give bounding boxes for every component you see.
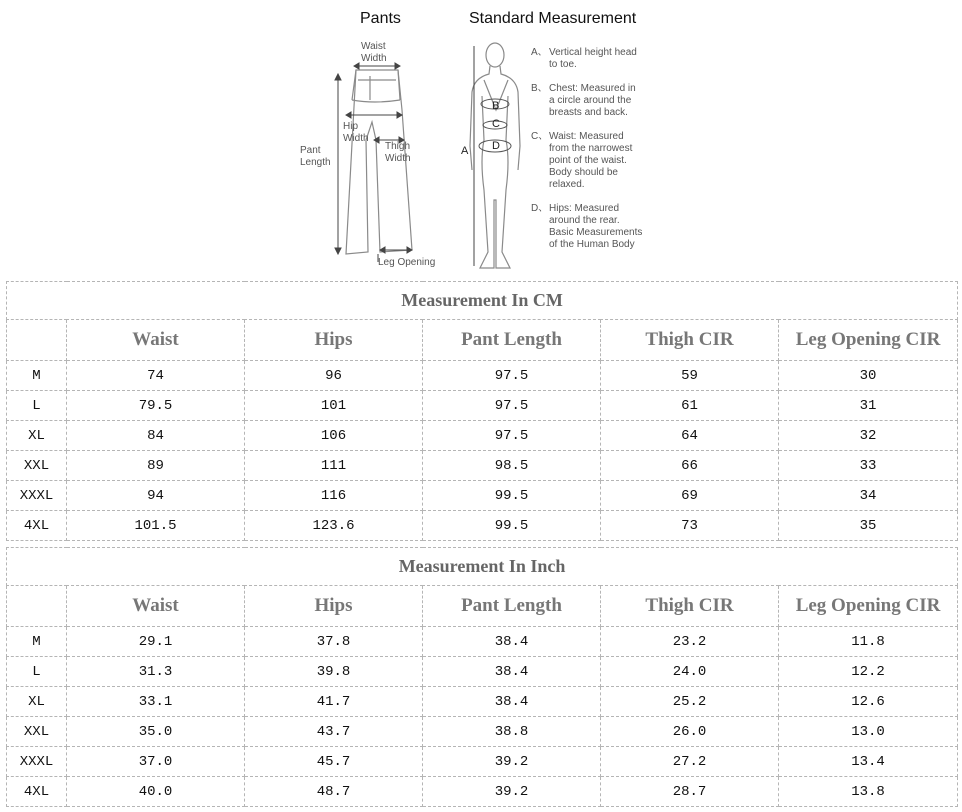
waist-cell: 79.5 xyxy=(67,391,245,421)
pant-length-cell: 39.2 xyxy=(423,747,601,777)
hips-cell: 101 xyxy=(245,391,423,421)
waist-cell: 94 xyxy=(67,481,245,511)
table-row xyxy=(7,657,958,687)
standard-measurement-title: Standard Measurement xyxy=(469,10,637,27)
pant-length-cell: 39.2 xyxy=(423,777,601,807)
size-cell: XXL xyxy=(7,717,67,747)
waist-cell: 29.1 xyxy=(67,627,245,657)
hips-cell: 48.7 xyxy=(245,777,423,807)
hips-cell: 45.7 xyxy=(245,747,423,777)
size-cell: L xyxy=(7,657,67,687)
hips-cell: 106 xyxy=(245,421,423,451)
hips-cell: 123.6 xyxy=(245,511,423,541)
column-header-leg-opening-cir: Leg Opening CIR xyxy=(779,320,958,361)
leg-opening-cir-cell: 32 xyxy=(779,421,958,451)
waist-cell: 74 xyxy=(67,361,245,391)
pant-length-cell: 38.8 xyxy=(423,717,601,747)
table-row xyxy=(7,687,958,717)
leg-opening-cir-cell: 30 xyxy=(779,361,958,391)
note-d-text: Hips: Measured around the rear. Basic Measurements of the Human Body xyxy=(549,203,643,250)
thigh-cir-cell: 66 xyxy=(601,451,779,481)
pant-length-cell: 38.4 xyxy=(423,627,601,657)
table-row xyxy=(7,717,958,747)
size-cell: XL xyxy=(7,687,67,717)
thigh-cir-cell: 27.2 xyxy=(601,747,779,777)
table-row xyxy=(7,511,958,541)
column-header-pant-length: Pant Length xyxy=(423,320,601,361)
diagram-drawing xyxy=(0,0,962,280)
leg-opening-cir-cell: 33 xyxy=(779,451,958,481)
waist-cell: 37.0 xyxy=(67,747,245,777)
hips-cell: 116 xyxy=(245,481,423,511)
waist-cell: 89 xyxy=(67,451,245,481)
column-header-waist: Waist xyxy=(67,320,245,361)
pant-length-cell: 97.5 xyxy=(423,391,601,421)
body-illustration xyxy=(470,43,520,268)
thigh-cir-cell: 61 xyxy=(601,391,779,421)
table-row xyxy=(7,391,958,421)
column-header-thigh-cir: Thigh CIR xyxy=(601,586,779,627)
leg-opening-cir-cell: 13.8 xyxy=(779,777,958,807)
note-c-key: C、 xyxy=(531,131,549,142)
leg-opening-cir-cell: 13.4 xyxy=(779,747,958,777)
size-cell: XXXL xyxy=(7,481,67,511)
body-letter-a: A xyxy=(461,145,469,157)
pant-length-cell: 97.5 xyxy=(423,421,601,451)
note-d-key: D、 xyxy=(531,203,549,214)
leg-opening-cir-cell: 13.0 xyxy=(779,717,958,747)
leg-opening-cir-cell: 31 xyxy=(779,391,958,421)
table-row xyxy=(7,421,958,451)
pant-length-cell: 99.5 xyxy=(423,481,601,511)
size-cell: 4XL xyxy=(7,777,67,807)
leg-opening-cir-cell: 11.8 xyxy=(779,627,958,657)
thigh-cir-cell: 26.0 xyxy=(601,717,779,747)
leg-opening-label: Leg Opening xyxy=(378,257,436,268)
measurement-diagram xyxy=(0,0,962,280)
table-row xyxy=(7,777,958,807)
pant-length-cell: 99.5 xyxy=(423,511,601,541)
size-column-header xyxy=(7,586,67,627)
hips-cell: 39.8 xyxy=(245,657,423,687)
column-header-hips: Hips xyxy=(245,320,423,361)
waist-cell: 40.0 xyxy=(67,777,245,807)
column-header-pant-length: Pant Length xyxy=(423,586,601,627)
pant-length-cell: 38.4 xyxy=(423,657,601,687)
leg-opening-cir-cell: 12.2 xyxy=(779,657,958,687)
thigh-cir-cell: 64 xyxy=(601,421,779,451)
pant-length-cell: 98.5 xyxy=(423,451,601,481)
thigh-cir-cell: 24.0 xyxy=(601,657,779,687)
hips-cell: 43.7 xyxy=(245,717,423,747)
thigh-cir-cell: 73 xyxy=(601,511,779,541)
thigh-cir-cell: 25.2 xyxy=(601,687,779,717)
table-title: Measurement In CM xyxy=(7,282,958,320)
waist-cell: 101.5 xyxy=(67,511,245,541)
thigh-width-label: Thigh Width xyxy=(385,141,411,164)
table-row xyxy=(7,747,958,777)
leg-opening-cir-cell: 12.6 xyxy=(779,687,958,717)
table-row xyxy=(7,361,958,391)
table-title: Measurement In Inch xyxy=(7,548,958,586)
leg-opening-cir-cell: 34 xyxy=(779,481,958,511)
leg-opening-cir-cell: 35 xyxy=(779,511,958,541)
waist-cell: 35.0 xyxy=(67,717,245,747)
note-a-key: A、 xyxy=(531,47,548,58)
waist-width-label: Waist Width xyxy=(361,41,387,64)
table-row xyxy=(7,451,958,481)
size-cell: M xyxy=(7,361,67,391)
note-c-text: Waist: Measured from the narrowest point of the waist. Body should be relaxed. xyxy=(549,131,633,190)
thigh-cir-cell: 28.7 xyxy=(601,777,779,807)
column-header-leg-opening-cir: Leg Opening CIR xyxy=(779,586,958,627)
hips-cell: 96 xyxy=(245,361,423,391)
pant-length-label: Pant Length xyxy=(300,145,331,168)
pant-length-cell: 38.4 xyxy=(423,687,601,717)
hips-cell: 111 xyxy=(245,451,423,481)
waist-cell: 31.3 xyxy=(67,657,245,687)
thigh-cir-cell: 69 xyxy=(601,481,779,511)
body-letter-c: C xyxy=(492,118,500,130)
hips-cell: 41.7 xyxy=(245,687,423,717)
pants-title: Pants xyxy=(360,10,401,27)
note-b-text: Chest: Measured in a circle around the breasts and back. xyxy=(549,83,636,118)
thigh-cir-cell: 59 xyxy=(601,361,779,391)
column-header-thigh-cir: Thigh CIR xyxy=(601,320,779,361)
size-cell: L xyxy=(7,391,67,421)
body-letter-d: D xyxy=(492,140,500,152)
hips-cell: 37.8 xyxy=(245,627,423,657)
size-cell: XXXL xyxy=(7,747,67,777)
note-b-key: B、 xyxy=(531,83,548,94)
table-row xyxy=(7,627,958,657)
size-table-inch xyxy=(6,547,958,807)
pant-length-cell: 97.5 xyxy=(423,361,601,391)
size-cell: XL xyxy=(7,421,67,451)
size-table-cm xyxy=(6,281,958,541)
waist-cell: 84 xyxy=(67,421,245,451)
size-cell: 4XL xyxy=(7,511,67,541)
size-cell: M xyxy=(7,627,67,657)
thigh-cir-cell: 23.2 xyxy=(601,627,779,657)
body-letter-b: B xyxy=(492,100,500,112)
table-row xyxy=(7,481,958,511)
column-header-waist: Waist xyxy=(67,586,245,627)
size-column-header xyxy=(7,320,67,361)
hip-width-label: Hip Width xyxy=(343,121,369,144)
note-a-text: Vertical height head to toe. xyxy=(549,47,637,70)
column-header-hips: Hips xyxy=(245,586,423,627)
waist-cell: 33.1 xyxy=(67,687,245,717)
size-cell: XXL xyxy=(7,451,67,481)
